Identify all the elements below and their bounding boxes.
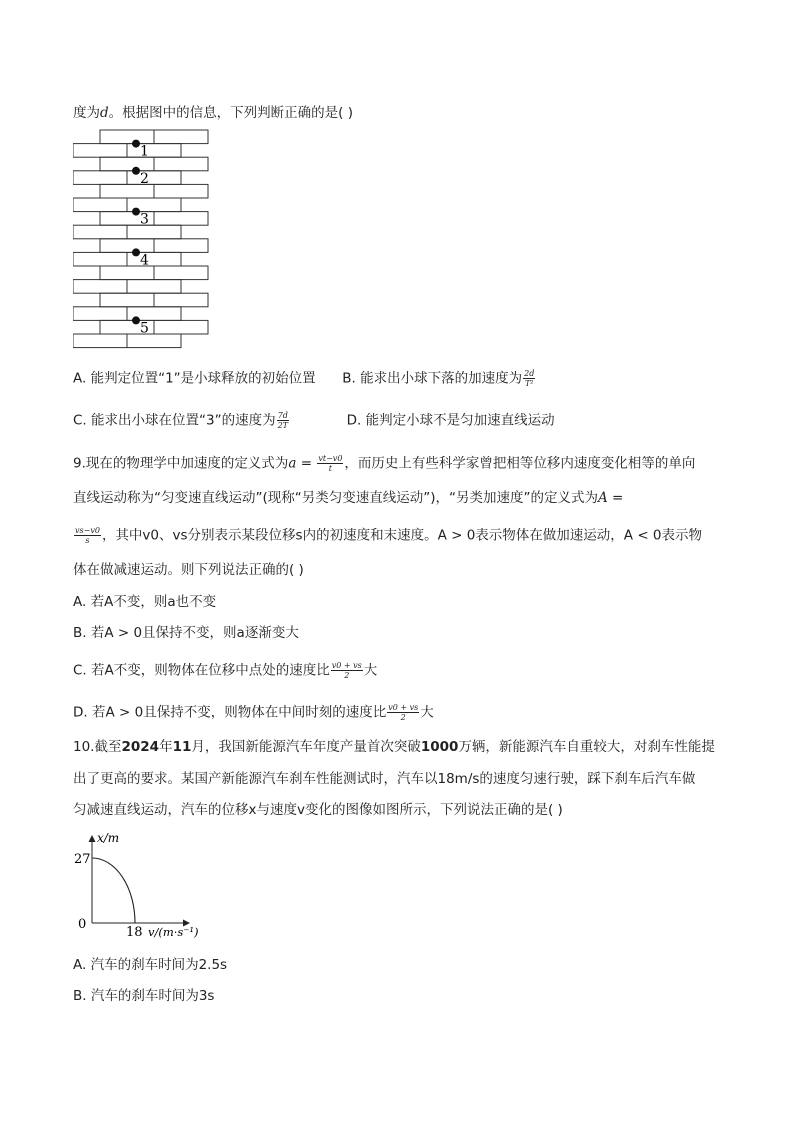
ball-label-2: 2 (140, 170, 149, 187)
q8-b-num: 2d (524, 369, 535, 378)
q9-l1-num: vt−v0 (318, 454, 343, 463)
q9-l3-den: s (85, 536, 90, 545)
q10-line-3: 匀减速直线运动，汽车的位移x与速度v变化的图像如图所示，下列说法正确的是( ) (73, 802, 563, 818)
q9-d-text: D. 若A > 0且保持不变，则物体在中间时刻的速度比 (73, 704, 387, 721)
q9-c-den: 2 (344, 671, 350, 680)
q8-option-d: D. 能判定小球不是匀加速直线运动 (346, 412, 555, 429)
q10-l1-year: 2024 (121, 739, 160, 755)
q8-options-cd (73, 411, 555, 430)
x-axis-label: v/(m·s⁻¹) (148, 925, 199, 939)
q10-option-b: B. 汽车的刹车时间为3s (73, 988, 215, 1004)
q8-c-den: 2T (277, 421, 289, 430)
ball-position-5 (132, 316, 140, 324)
position-velocity-graph (73, 830, 223, 942)
q9-line-2 (73, 489, 623, 507)
y-axis-label: x/m (97, 831, 120, 845)
intro-line (73, 104, 353, 122)
y-tick-label: 27 (74, 852, 91, 867)
q9-l1-var: a (288, 455, 297, 472)
q9-line-4: 体在做减速运动。则下列说法正确的( ) (73, 562, 304, 578)
q8-option-c: C. 能求出小球在位置“3”的速度为 (73, 412, 276, 429)
q9-option-a: A. 若A不变，则a也不变 (73, 594, 217, 610)
q10-l1-num: 1000 (420, 739, 459, 755)
q9-option-d (73, 703, 434, 722)
q10-l1-d: 万辆，新能源汽车自重较大，对刹车性能提 (458, 739, 715, 755)
q10-l1-a: 10.截至 (73, 739, 122, 755)
q9-l2: 直线运动称为“匀变速直线运动”(现称“另类匀变速直线运动”)，“另类加速度”的定义式为 (73, 490, 598, 506)
q8-option-c-fraction (277, 411, 289, 430)
q9-l1-b: ，而历史上有些科学家曾把相等位移内速度变化相等的单向 (344, 455, 696, 472)
q9-l1-a: 9.现在的物理学中加速度的定义式为 (73, 455, 289, 472)
q9-c-fraction (331, 661, 363, 680)
q10-line-1 (73, 738, 715, 756)
ball-label-4: 4 (140, 252, 149, 269)
ball-position-3 (132, 208, 140, 216)
intro-var: d (100, 105, 109, 121)
q9-d-num: v0 + vs (388, 703, 419, 712)
q9-l2-eq: = (607, 490, 624, 506)
q10-l1-b: 年 (159, 739, 173, 755)
ball-position-1 (132, 140, 140, 148)
q9-d-den: 2 (400, 713, 406, 722)
q9-l2-var: A (598, 490, 608, 506)
q9-c-end: 大 (363, 662, 378, 679)
ball-label-1: 1 (140, 143, 149, 160)
q9-c-num: v0 + vs (331, 661, 362, 670)
q9-accel-fraction (317, 454, 343, 473)
q8-option-b-fraction (523, 369, 535, 388)
q8-options-ab (73, 369, 536, 388)
q9-d-end: 大 (420, 704, 434, 721)
intro-prefix: 度为 (73, 105, 100, 121)
q9-option-b: B. 若A > 0且保持不变，则a逐渐变大 (73, 625, 299, 641)
q9-line-1 (73, 454, 695, 473)
x-v-curve (92, 858, 135, 923)
ball-position-4 (132, 248, 140, 256)
x-tick-label: 18 (126, 925, 143, 940)
q9-d-fraction (387, 703, 419, 722)
q10-l1-month: 11 (172, 739, 192, 755)
q8-b-den: T² (524, 379, 534, 388)
q9-l3-num: vs−v0 (75, 526, 100, 535)
q9-c-text: C. 若A不变，则物体在位移中点处的速度比 (73, 662, 330, 679)
q8-c-num: 7d (277, 411, 288, 420)
q10-line-2: 出了更高的要求。某国产新能源汽车刹车性能测试时，汽车以18m/s的速度匀速行驶，踩下刹车后汽车做 (73, 771, 696, 787)
q10-option-a: A. 汽车的刹车时间为2.5s (73, 957, 228, 973)
ball-label-5: 5 (140, 320, 149, 337)
brick-wall-figure (73, 129, 213, 355)
q8-option-a: A. 能判定位置“1”是小球释放的初始位置 (73, 370, 316, 387)
q10-l1-c: 月，我国新能源汽车年度产量首次突破 (191, 739, 421, 755)
q9-option-c (73, 661, 377, 680)
q9-l3-text: ，其中v0、vs分别表示某段位移s内的初速度和末速度。A > 0表示物体在做加速运动，A < 0表示物 (101, 527, 703, 544)
q9-line-3 (73, 526, 702, 545)
q8-option-b: B. 能求出小球下落的加速度为 (342, 370, 523, 387)
ball-label-3: 3 (140, 211, 149, 228)
q9-l1-den: t (328, 464, 332, 473)
origin-label: 0 (78, 917, 87, 932)
q9-alt-accel-fraction (74, 526, 101, 545)
ball-position-2 (132, 167, 140, 175)
intro-suffix: 。根据图中的信息，下列判断正确的是( ) (108, 105, 353, 121)
q9-l1-eq: = (296, 455, 317, 472)
